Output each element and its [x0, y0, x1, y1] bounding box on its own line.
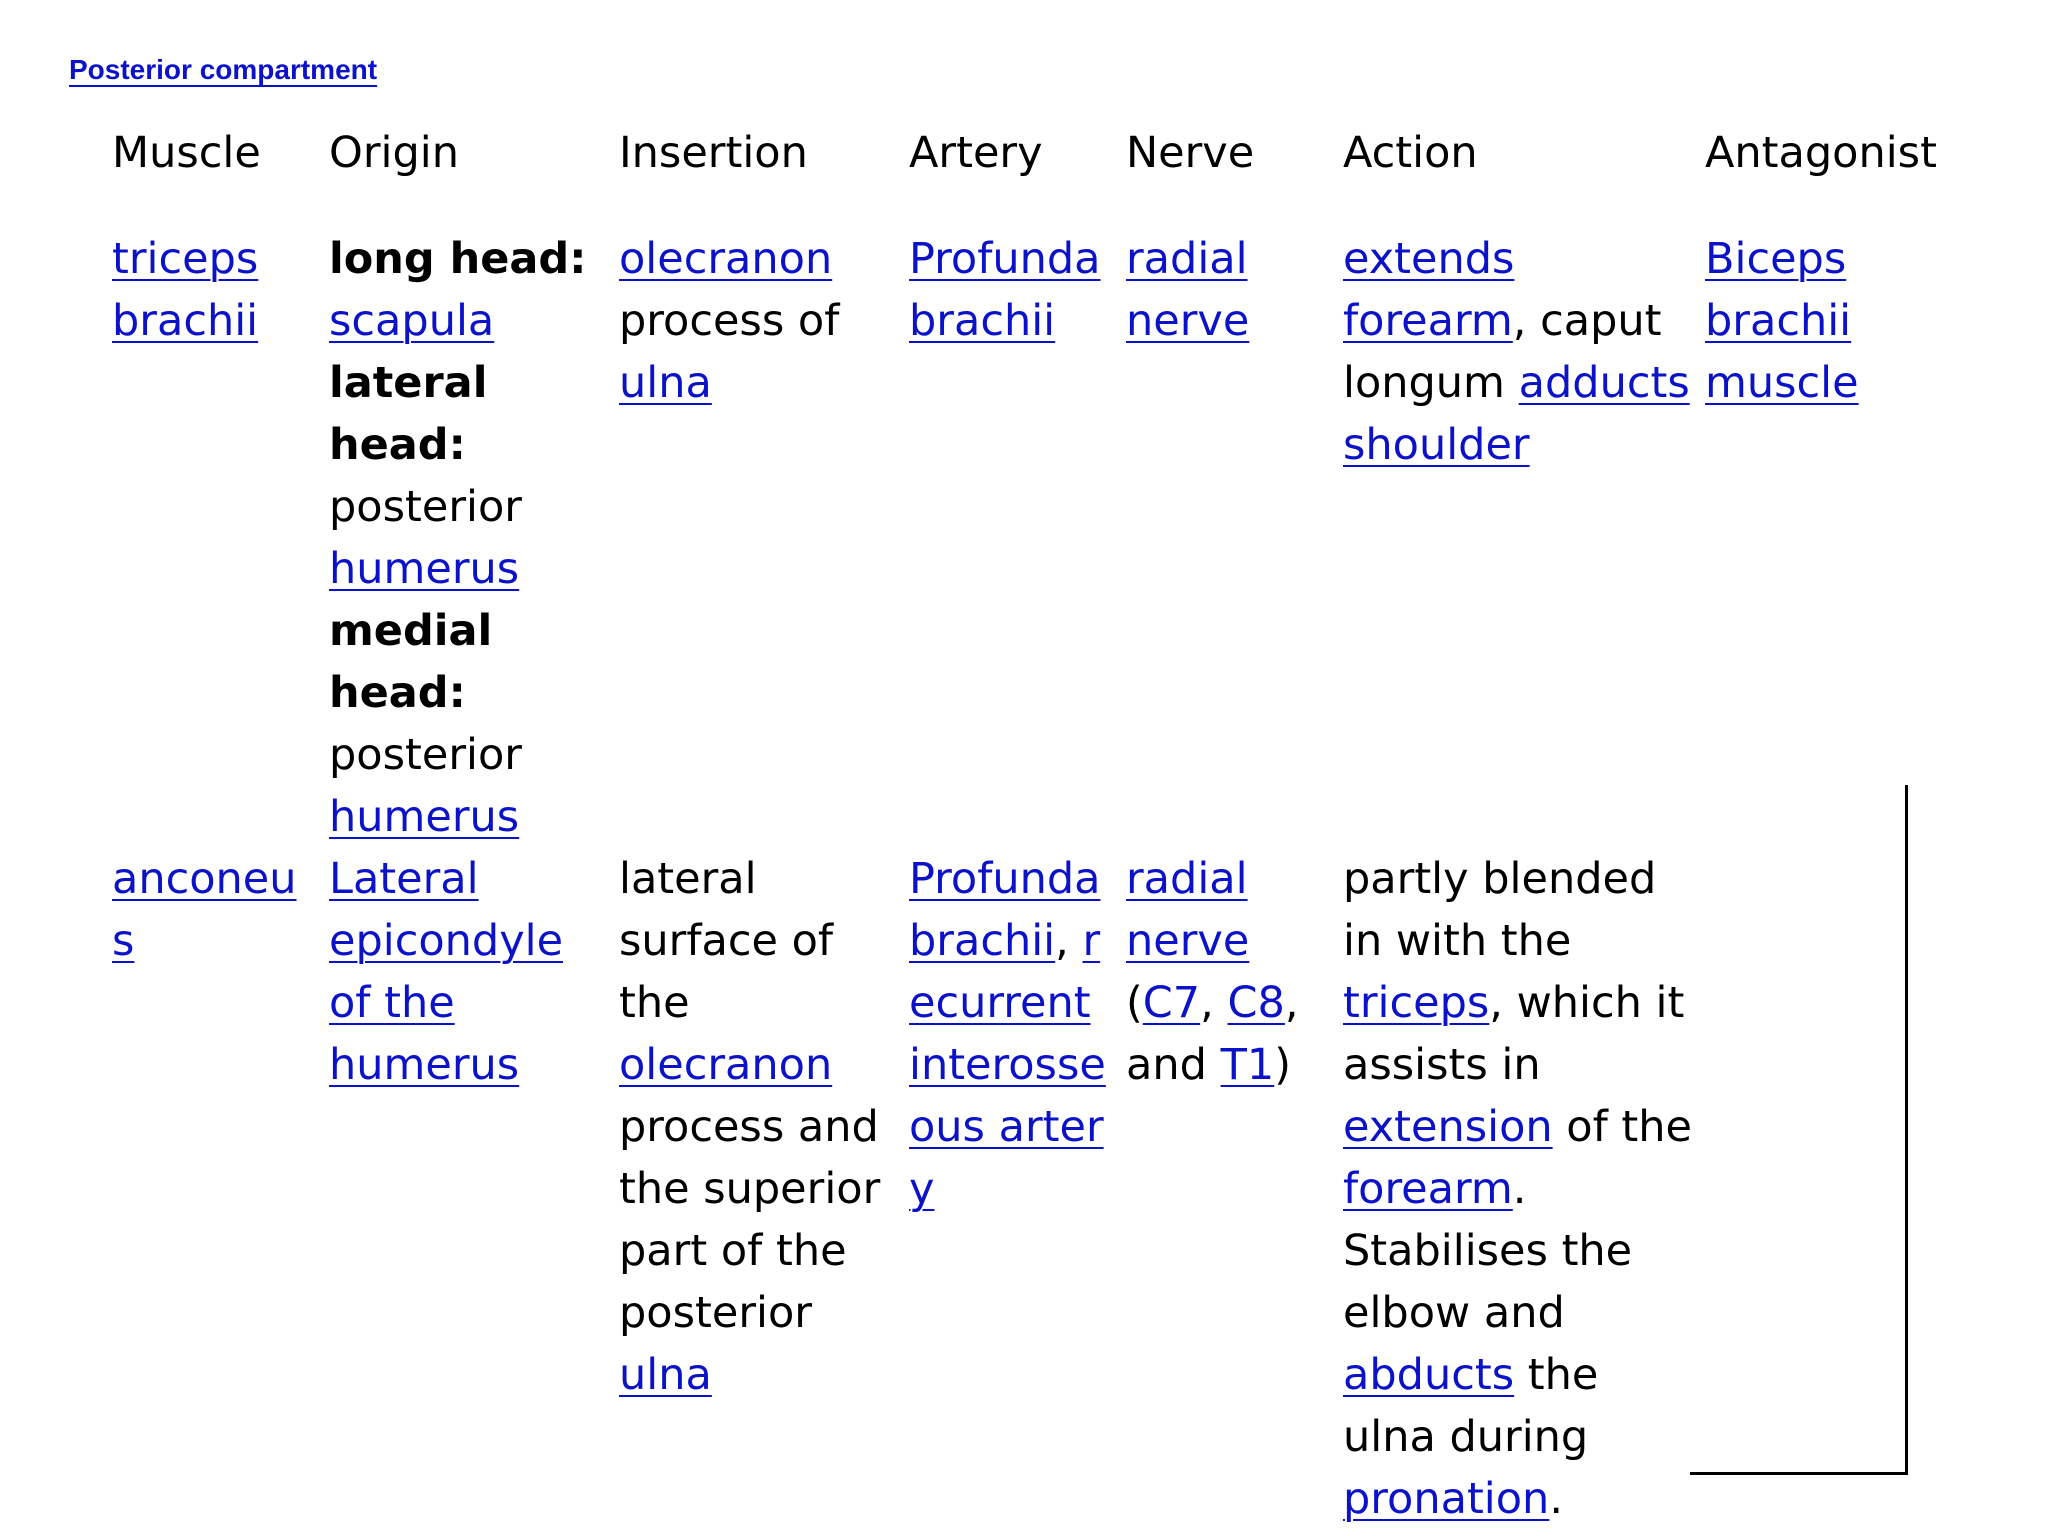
cell-antagonist	[1693, 218, 1937, 848]
nerve-root-t1[interactable]: T1	[1220, 1040, 1275, 1090]
header-insertion: Insertion	[619, 128, 808, 178]
action-link[interactable]: abducts	[1343, 1350, 1515, 1400]
action-text: partly blended in with the	[1343, 854, 1657, 966]
cell-muscle	[100, 218, 317, 848]
nerve-sep: ,	[1200, 978, 1214, 1028]
cell-artery	[897, 218, 1114, 848]
table-row	[100, 848, 1937, 1530]
nerve-link[interactable]: radial nerve	[1126, 854, 1250, 966]
insertion-link[interactable]: olecranon	[619, 1040, 833, 1090]
insertion-link[interactable]: ulna	[619, 1350, 712, 1400]
cell-muscle	[100, 848, 317, 1530]
muscle-link-anconeus[interactable]: anconeus	[112, 854, 297, 966]
muscle-link-triceps[interactable]: triceps brachii	[112, 234, 259, 346]
cell-nerve	[1114, 218, 1331, 848]
header-origin: Origin	[329, 128, 459, 178]
action-link[interactable]: pronation	[1343, 1474, 1550, 1524]
header-artery: Artery	[909, 128, 1043, 178]
action-text: of the	[1566, 1102, 1692, 1152]
origin-label: medial head:	[329, 606, 493, 718]
origin-link[interactable]: scapula	[329, 296, 495, 346]
action-text: . Stabilises the elbow and	[1343, 1164, 1633, 1338]
cell-origin	[317, 848, 607, 1530]
action-text: the ulna during	[1343, 1350, 1599, 1462]
table-row	[100, 218, 1937, 848]
table-header-row	[100, 88, 1937, 218]
insertion-text: process and the superior part of the posterior	[619, 1102, 881, 1338]
origin-link[interactable]: Lateral epicondyle of the humerus	[329, 854, 564, 1090]
cell-insertion	[607, 218, 897, 848]
cell-origin	[317, 218, 607, 848]
artery-link[interactable]: Profunda brachii	[909, 854, 1101, 966]
muscle-table	[100, 88, 1937, 1530]
cell-nerve	[1114, 848, 1331, 1530]
header-action: Action	[1343, 128, 1478, 178]
cell-action	[1331, 848, 1693, 1530]
insertion-text: process of	[619, 296, 840, 346]
origin-text: posterior	[329, 482, 522, 532]
nerve-root-c8[interactable]: C8	[1227, 978, 1285, 1028]
cell-action	[1331, 218, 1693, 848]
header-muscle: Muscle	[112, 128, 261, 178]
origin-link[interactable]: humerus	[329, 792, 520, 842]
action-link[interactable]: adducts shoulder	[1343, 358, 1690, 470]
action-link[interactable]: forearm	[1343, 1164, 1513, 1214]
action-link[interactable]: extends forearm	[1343, 234, 1515, 346]
action-text: , which it assists in	[1343, 978, 1685, 1090]
cell-border-frame	[1690, 785, 1908, 1475]
nerve-paren: )	[1274, 1040, 1291, 1090]
antagonist-link[interactable]: Biceps brachii muscle	[1705, 234, 1859, 408]
action-text: .	[1549, 1474, 1563, 1524]
cell-insertion	[607, 848, 897, 1530]
insertion-link[interactable]: olecranon	[619, 234, 833, 284]
section-title-link[interactable]: Posterior compartment	[69, 54, 378, 85]
origin-text: posterior	[329, 730, 522, 780]
insertion-text: lateral surface of the	[619, 854, 834, 1028]
action-link[interactable]: extension	[1343, 1102, 1553, 1152]
nerve-link[interactable]: radial nerve	[1126, 234, 1250, 346]
action-text: , caput longum	[1343, 296, 1662, 408]
header-nerve: Nerve	[1126, 128, 1255, 178]
origin-link[interactable]: humerus	[329, 544, 520, 594]
artery-link[interactable]: recurrent interosseous artery	[909, 916, 1106, 1214]
insertion-link[interactable]: ulna	[619, 358, 712, 408]
origin-label: long head:	[329, 234, 587, 284]
nerve-sep: , and	[1126, 978, 1299, 1090]
cell-artery	[897, 848, 1114, 1530]
nerve-paren: (	[1126, 978, 1143, 1028]
nerve-root-c7[interactable]: C7	[1142, 978, 1201, 1028]
artery-link[interactable]: Profunda brachii	[909, 234, 1101, 346]
origin-label: lateral head:	[329, 358, 488, 470]
artery-comma: ,	[1055, 916, 1069, 966]
header-antagonist: Antagonist	[1705, 128, 1937, 178]
action-link[interactable]: triceps	[1343, 978, 1490, 1028]
